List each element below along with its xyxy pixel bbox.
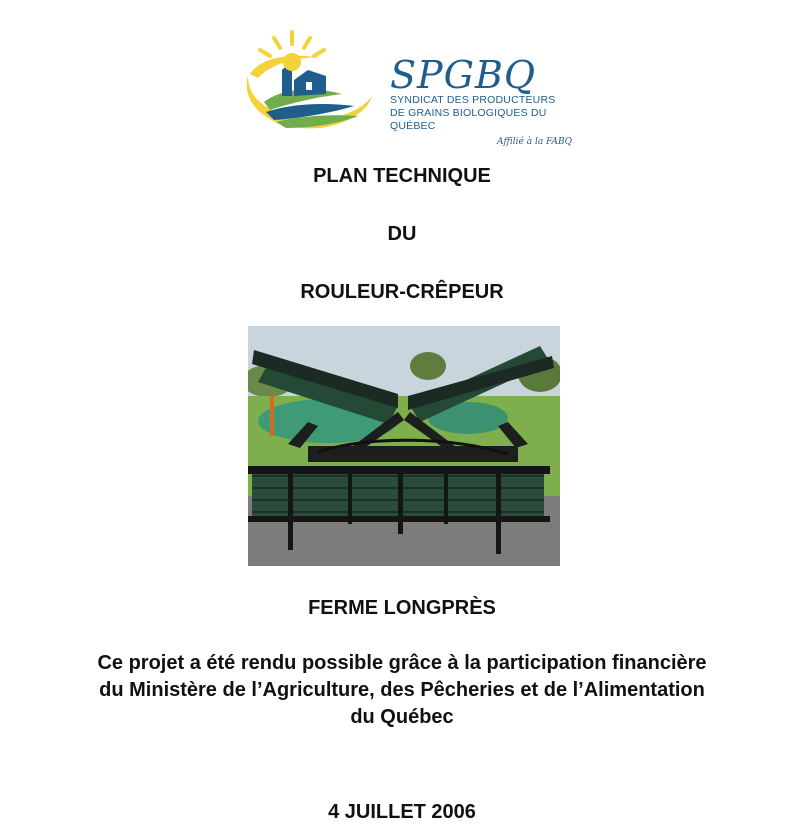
funding-statement (20, 650, 784, 731)
logo-affiliation: Affilié à la FABQ (497, 137, 572, 147)
roller-crimper-machine-icon (248, 326, 560, 566)
logo-name-line1: SYNDICAT DES PRODUCTEURS (390, 94, 556, 106)
spgbq-logo (230, 24, 580, 147)
logo-wordmark (390, 53, 580, 147)
funding-line-3: du Québec (350, 706, 454, 728)
document-date: 4 JUILLET 2006 (328, 801, 476, 823)
funding-line-1: Ce projet a été rendu possible grâce à la participation financière (97, 652, 707, 674)
farm-name: FERME LONGPRÈS (308, 597, 496, 619)
funding-line-2: du Ministère de l’Agriculture, des Pêcheries et de l’Alimentation (99, 679, 705, 701)
title-line-du: DU (387, 223, 417, 245)
farm-sun-emblem-icon (230, 24, 380, 140)
title-line-plan-technique: PLAN TECHNIQUE (313, 165, 491, 187)
roller-crimper-photo (248, 326, 560, 566)
logo-name-line2: DE GRAINS BIOLOGIQUES DU QUÉBEC (390, 107, 547, 132)
logo-acronym: SPGBQ (390, 53, 537, 97)
title-line-rouleur-crepeur: ROULEUR-CRÊPEUR (300, 281, 504, 303)
